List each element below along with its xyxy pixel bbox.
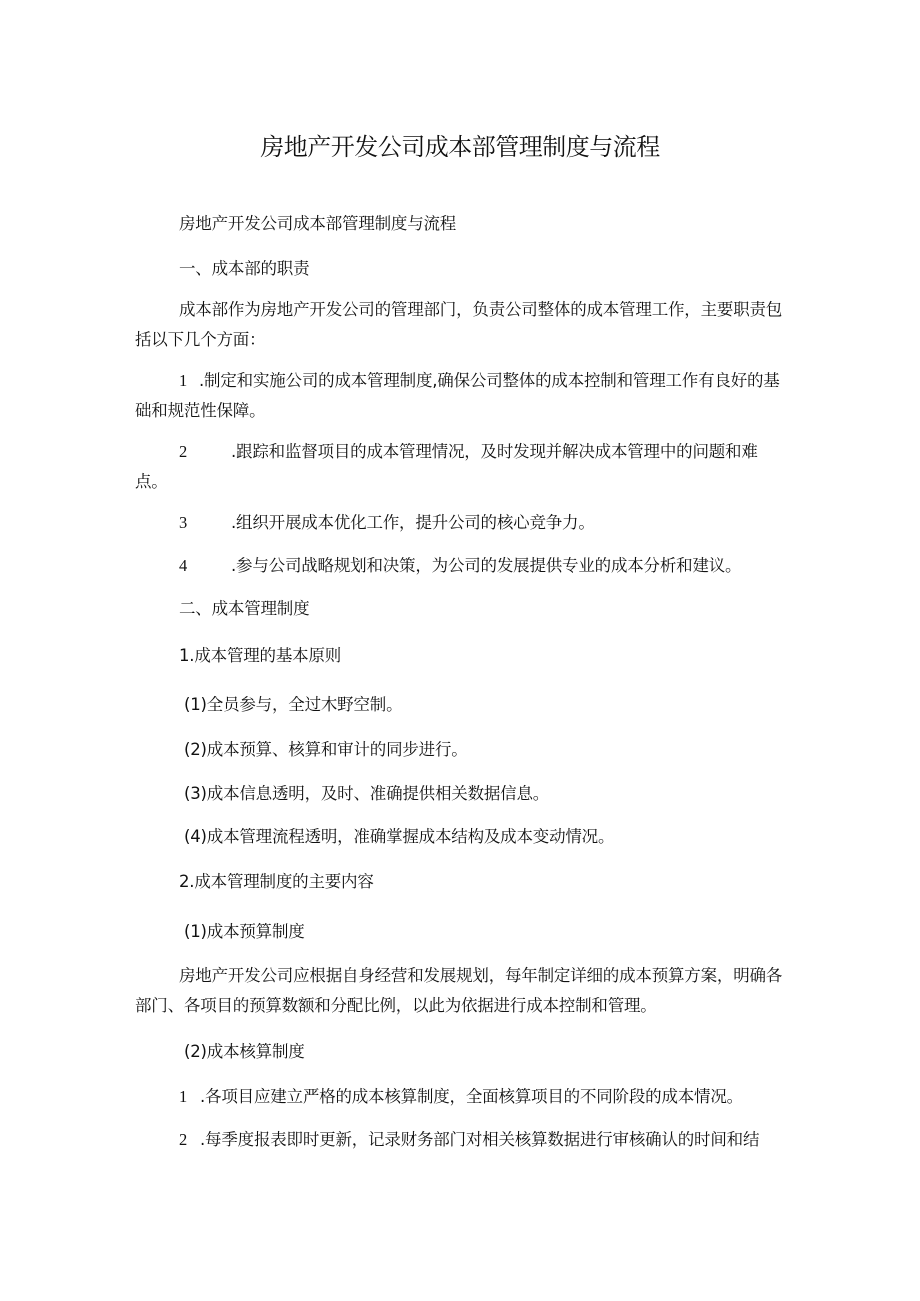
principle-item: (3)成本信息透明，及时、准确提供相关数据信息。 <box>184 784 550 803</box>
principle-item: (2)成本预算、核算和审计的同步进行。 <box>184 740 468 759</box>
budget-paragraph: 房地产开发公司应根据自身经营和发展规划，每年制定详细的成本预算方案，明确各部门、各项目的预算数额和分配比例，以此为依据进行成本控制和管理。 <box>135 966 783 1015</box>
section2-heading: 二、成本管理制度 <box>179 599 310 618</box>
section1-intro: 成本部作为房地产开发公司的管理部门，负责公司整体的成本管理工作，主要职责包括以下几个方面： <box>135 300 783 349</box>
section1-item-number: 2 <box>179 442 188 461</box>
section1-item-number: 3 <box>179 513 188 532</box>
accounting-heading: (2)成本核算制度 <box>184 1042 305 1061</box>
section1-item: .参与公司战略规划和决策，为公司的发展提供专业的成本分析和建议。 <box>231 556 742 575</box>
budget-heading: (1)成本预算制度 <box>184 922 305 941</box>
principles-heading: 1.成本管理的基本原则 <box>179 646 342 665</box>
document-title: 房地产开发公司成本部管理制度与流程 <box>260 133 660 161</box>
section1-item: .制定和实施公司的成本管理制度,确保公司整体的成本控制和管理工作有良好的基础和规范性保障。 <box>135 371 780 420</box>
section1-item: .组织开展成本优化工作，提升公司的核心竞争力。 <box>231 513 595 532</box>
section1-item: .跟踪和监督项目的成本管理情况，及时发现并解决成本管理中的问题和难点。 <box>135 442 758 491</box>
section1-heading: 一、成本部的职责 <box>179 259 310 278</box>
contents-heading: 2.成本管理制度的主要内容 <box>179 872 374 891</box>
accounting-item: .每季度报表即时更新，记录财务部门对相关核算数据进行审核确认的时间和结 <box>200 1130 760 1149</box>
accounting-item: .各项目应建立严格的成本核算制度，全面核算项目的不同阶段的成本情况。 <box>200 1087 743 1106</box>
subtitle: 房地产开发公司成本部管理制度与流程 <box>179 214 457 233</box>
section1-item-number: 1 <box>179 371 188 390</box>
section1-item-number: 4 <box>179 556 188 575</box>
principle-item: (1)全员参与，全过木野空制。 <box>184 695 403 714</box>
accounting-item-number: 1 <box>179 1087 188 1106</box>
principle-item: (4)成本管理流程透明，准确掌握成本结构及成本变动情况。 <box>184 827 615 846</box>
accounting-item-number: 2 <box>179 1130 188 1149</box>
